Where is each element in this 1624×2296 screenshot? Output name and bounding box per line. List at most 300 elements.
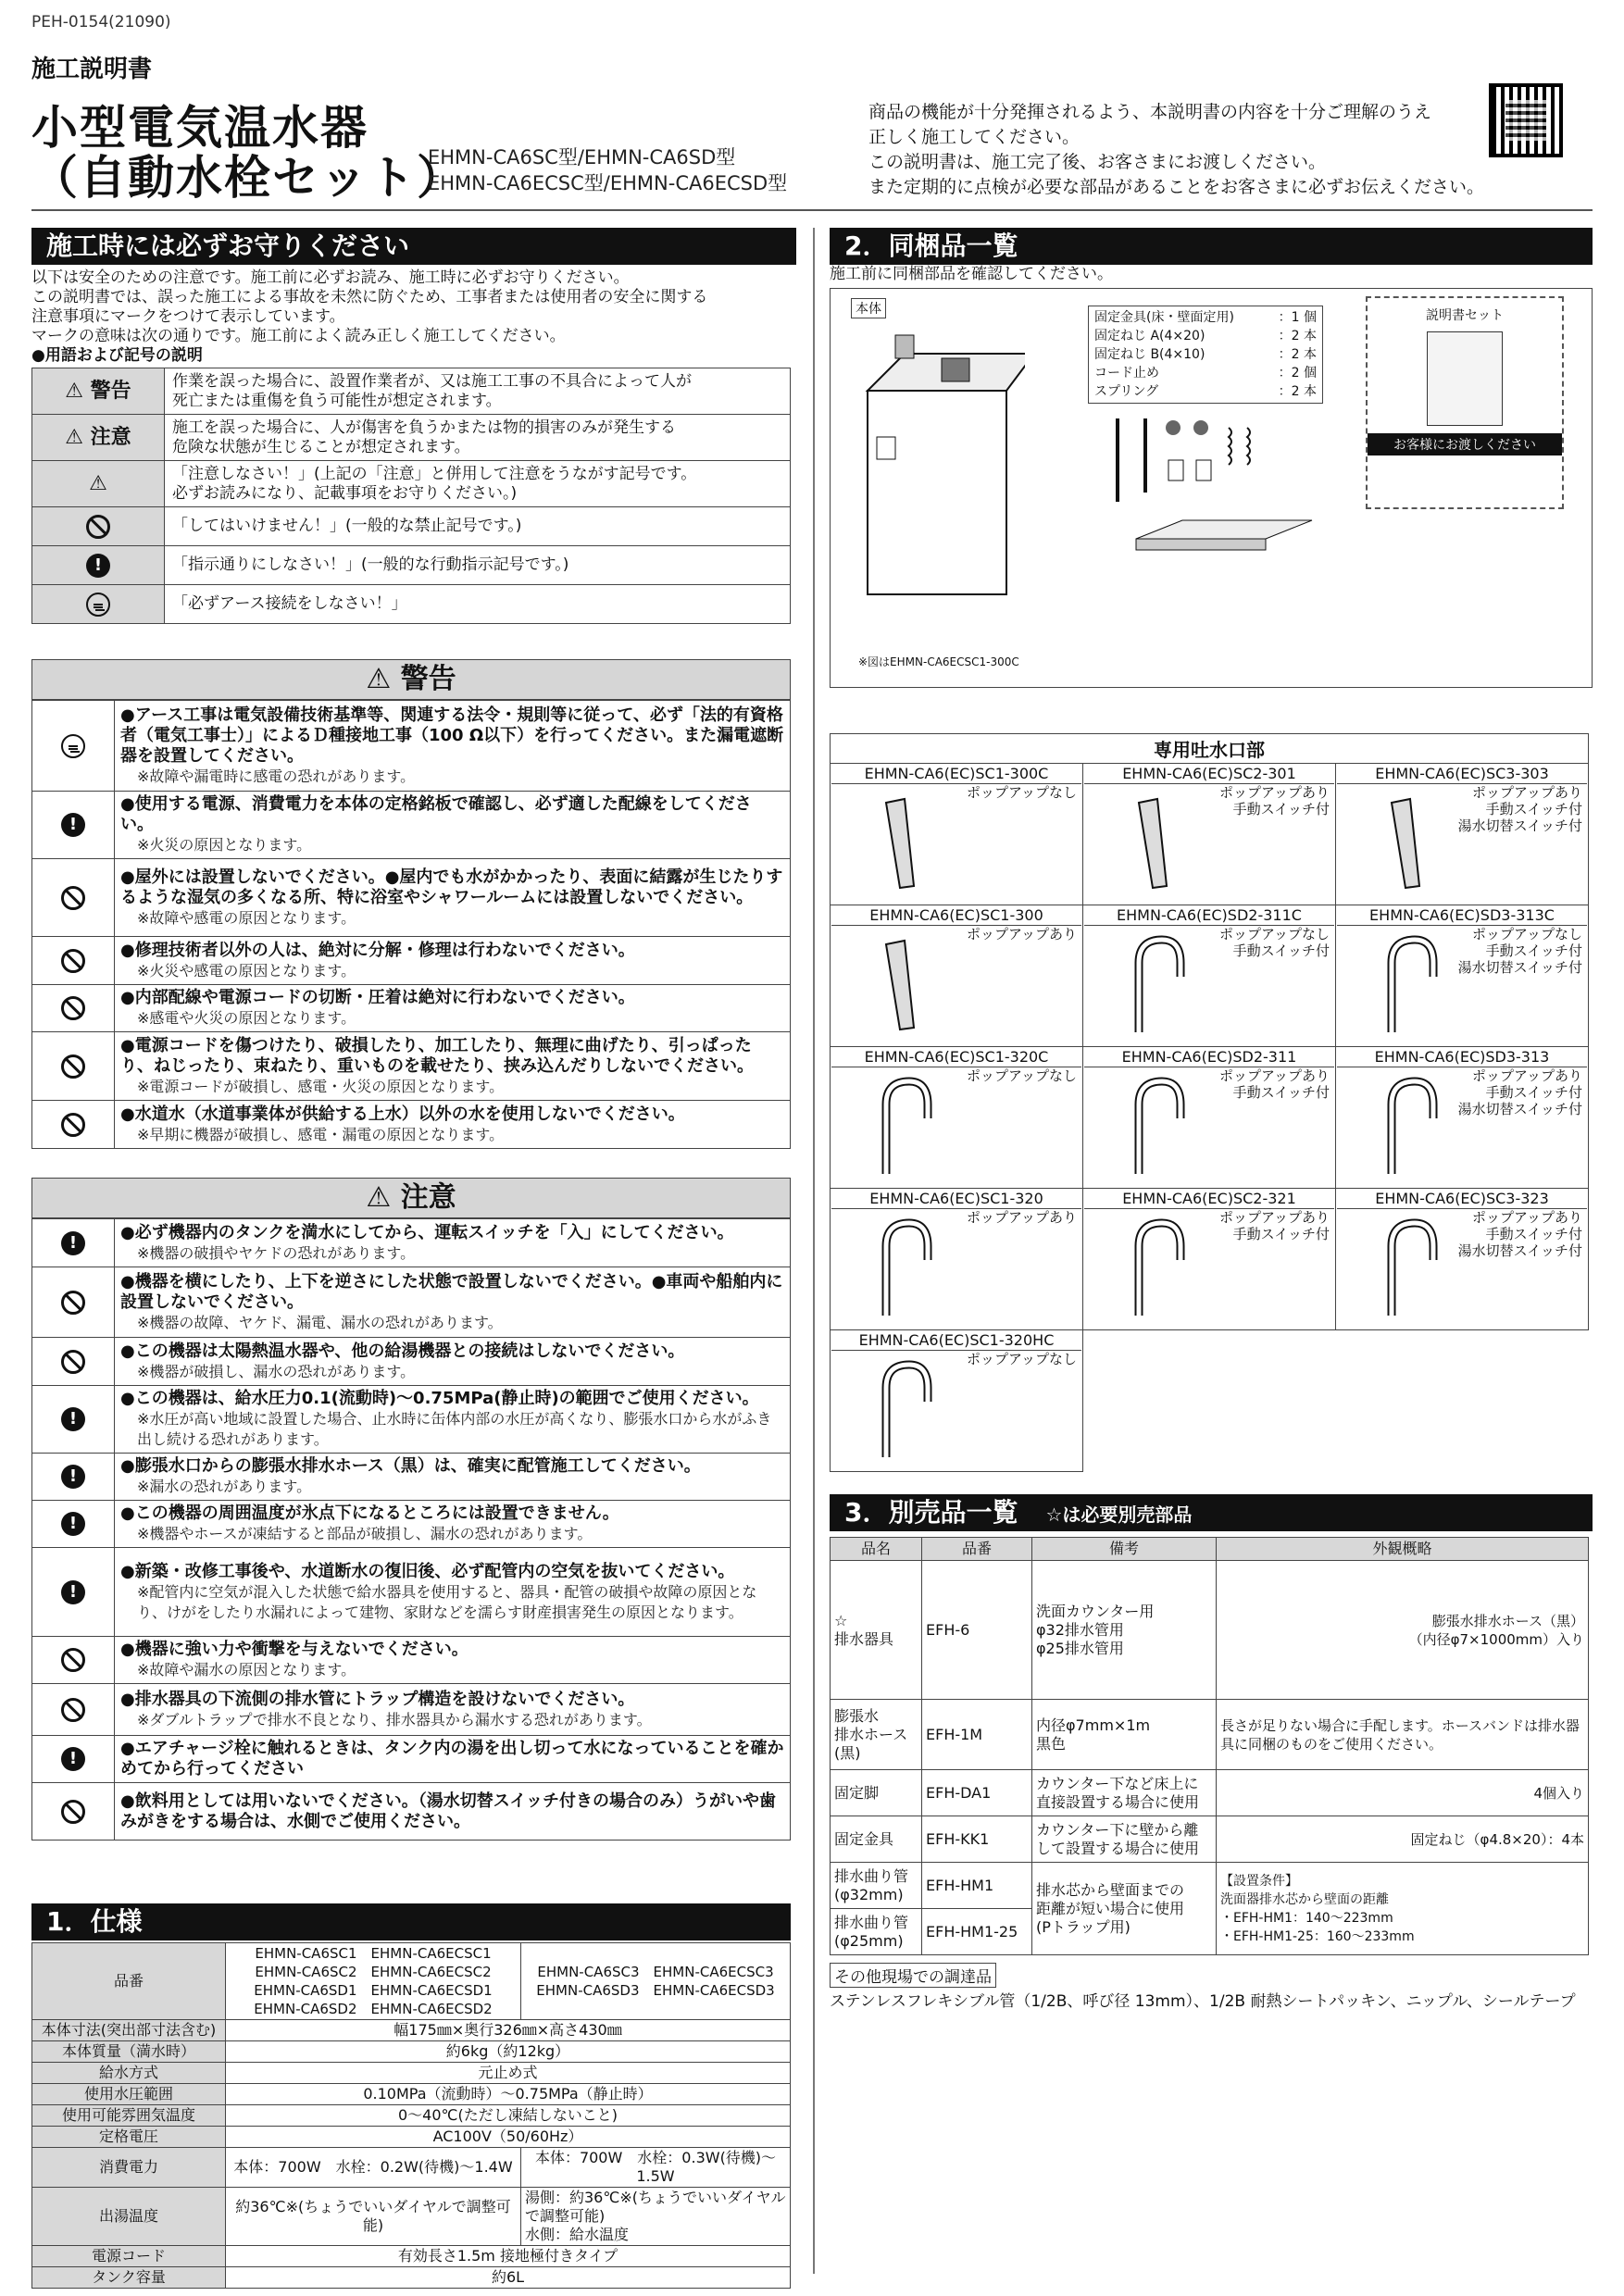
notice-text <box>115 1386 791 1454</box>
column-header: 備考 <box>1032 1538 1217 1561</box>
faucet-model: EHMN-CA6(EC)SC3-323 <box>1337 1190 1587 1209</box>
model-line: EHMN-CA6SC型/EHMN-CA6SD型 <box>428 146 736 168</box>
option-code: EFH-DA1 <box>922 1770 1032 1816</box>
text-line: 湯側：約36℃※(ちょうでいいダイヤルで調整可能) <box>525 2189 786 2225</box>
option-name: 固定金具 <box>831 1816 922 1863</box>
spec-key: 消費電力 <box>32 2148 226 2188</box>
option-figure: 固定ねじ（φ4.8×20）：4本 <box>1217 1816 1589 1863</box>
notice-text <box>115 792 791 859</box>
text-line: 危険な状態が生じることが想定されます。 <box>172 437 470 456</box>
notice-text <box>115 1101 791 1149</box>
spec-value: AC100V（50/60Hz） <box>226 2127 791 2148</box>
notice-note: ※配管内に空気が混入した状態で給水器具を使用すると、器具・配管の破損や故障の原因となり、けがをしたり水漏れによって建物、家財などを濡らす財産損害発生の原因となります。 <box>137 1582 757 1621</box>
notice-icon-cell <box>32 1386 115 1454</box>
text-line: 施工を誤った場合に、人が傷害を負うかまたは物的損害のみが発生する <box>172 418 676 437</box>
faucet-feature: 湯水切替スイッチ付 <box>1457 959 1582 976</box>
notice-row <box>32 701 791 792</box>
notice-main: ●内部配線や電源コードの切断・圧着は絶対に行わないでください。 <box>120 988 635 1007</box>
faucet-desc <box>1458 926 1582 976</box>
faucet-feature: 湯水切替スイッチ付 <box>1457 1242 1582 1259</box>
option-figure: 4個入り <box>1217 1770 1589 1816</box>
option-code: EFH-HM1 <box>922 1863 1032 1909</box>
text-line: この説明書では、誤った施工による事故を未然に防ぐため、工事者または使用者の安全に関する <box>31 288 708 306</box>
other-text: ステンレスフレキシブル管（1/2B、呼び径 13mm）、1/2B 耐熱シートパッキン、ニップル、シールテープ <box>830 1992 1576 2011</box>
faucet-desc <box>1458 784 1582 834</box>
notice-row <box>32 1684 791 1736</box>
spec-table <box>31 1942 791 2289</box>
faucet-icon <box>1373 793 1447 895</box>
manual-pack-icon <box>1427 331 1503 426</box>
spec-row <box>32 2041 791 2063</box>
notice-row <box>32 1338 791 1386</box>
notice-main: ●この機器の周囲温度が氷点下になるところには設置できません。 <box>120 1504 619 1523</box>
figure-note: ※図はEHMN-CA6ECSC1-300C <box>858 655 1019 668</box>
notice-main: ●エアチャージ栓に触れるときは、タンク内の湯を出し切って水になっていることを確かめてから行ってください <box>120 1739 784 1778</box>
faucet-row <box>831 1189 1589 1330</box>
notice-main: ●機器に強い力や衝撃を与えないでください。 <box>120 1640 468 1659</box>
spec-rows <box>32 2020 791 2148</box>
faucet-desc <box>1219 1209 1330 1242</box>
accessories-icon <box>1099 409 1330 594</box>
option-note: カウンター下に壁から離 して設置する場合に使用 <box>1032 1816 1217 1863</box>
option-name: 膨張水 排水ホース (黒) <box>831 1700 922 1770</box>
attention-icon: ⚠ <box>32 461 165 507</box>
faucet-icon <box>1373 935 1447 1037</box>
section-note: ☆は必要別売部品 <box>1045 1504 1193 1526</box>
notice-main: ●必ず機器内のタンクを満水にしてから、運転スイッチを「入」にしてください。 <box>120 1222 734 1242</box>
prohibit-icon <box>61 996 85 1020</box>
notice-icon-cell <box>32 1736 115 1783</box>
notice-main: ●水道水（水道事業体が供給する上水）以外の水を使用しないでください。 <box>120 1104 685 1124</box>
notice-row <box>32 937 791 985</box>
option-note: 内径φ7mm×1m 黒色 <box>1032 1700 1217 1770</box>
options-section <box>830 1494 1593 2011</box>
section-subtitle: 施工前に同梱部品を確認してください。 <box>830 265 1113 283</box>
notice-main: ●修理技術者以外の人は、絶対に分解・修理は行わないでください。 <box>120 940 635 960</box>
spec-key: 本体寸法(突出部寸法含む) <box>32 2020 226 2041</box>
manual-label: 説明書セット <box>1426 308 1504 323</box>
faucet-model: EHMN-CA6(EC)SC2-301 <box>1084 765 1334 784</box>
part-name: スプリング <box>1094 384 1159 399</box>
spec-key: タンク容量 <box>32 2267 226 2289</box>
faucet-desc <box>1219 784 1330 817</box>
prohibit-icon <box>61 1291 85 1315</box>
warning-heading: ⚠ 警告 <box>31 659 791 700</box>
notice-text <box>115 859 791 937</box>
faucet-row <box>831 1330 1589 1472</box>
notice-main: ●排水器具の下流側の排水管にトラップ構造を設けないでください。 <box>120 1689 635 1709</box>
faucet-feature: ポップアップあり <box>1472 784 1582 801</box>
prohibit-cell <box>32 507 165 546</box>
notice-icon-cell <box>32 1454 115 1501</box>
bundle-figure <box>830 288 1593 688</box>
notice-main: ●この機器は太陽熱温水器や、他の給湯機器との接続はしないでください。 <box>120 1341 685 1361</box>
notice-row <box>32 1101 791 1149</box>
faucet-feature: 手動スイッチ付 <box>1485 1084 1582 1101</box>
faucet-cell <box>1082 764 1335 905</box>
faucet-desc <box>1219 1067 1330 1101</box>
faucet-cell <box>1082 1047 1335 1189</box>
legend-text: 「してはいけません！」(一般的な禁止記号です。) <box>165 507 791 546</box>
notice-row <box>32 985 791 1032</box>
faucet-desc <box>967 1067 1077 1084</box>
notice-note: ※機器やホースが凍結すると部品が破損し、漏水の恐れがあります。 <box>137 1525 593 1542</box>
body-label: 本体 <box>851 298 886 318</box>
options-row <box>831 1816 1589 1863</box>
part-name: 固定ねじ A(4×20) <box>1094 329 1206 343</box>
spec-value: 有効長さ1.5m 接地極付きタイプ <box>226 2246 791 2267</box>
section-title: 施工時には必ずお守りください <box>31 228 796 265</box>
spec-key: 使用可能雰囲気温度 <box>32 2105 226 2127</box>
manual-set-box <box>1366 296 1564 509</box>
part-qty: ：2 個 <box>1278 366 1317 381</box>
faucet-cell <box>1335 764 1588 905</box>
faucet-model: EHMN-CA6(EC)SC1-300 <box>831 906 1081 926</box>
legend-text <box>165 368 791 415</box>
section-title <box>830 1494 1593 1531</box>
text-line: マークの意味は次の通りです。施工前によく読み正しく施工してください。 <box>31 327 566 345</box>
legend-title: ●用語および記号の説明 <box>31 346 203 365</box>
notice-row <box>32 859 791 937</box>
spec-key: 出湯温度 <box>32 2188 226 2246</box>
notice-row <box>32 792 791 859</box>
prohibit-icon <box>61 949 85 973</box>
faucet-feature: ポップアップあり <box>967 926 1077 942</box>
faucet-icon <box>1373 1077 1447 1179</box>
faucet-desc <box>967 784 1077 801</box>
faucet-section <box>830 733 1593 1472</box>
faucet-feature: 手動スイッチ付 <box>1485 801 1582 817</box>
faucet-model: EHMN-CA6(EC)SC1-320C <box>831 1048 1081 1067</box>
notice-icon-cell <box>32 1219 115 1267</box>
faucet-desc <box>1458 1067 1582 1117</box>
text-line: 必ずお読みになり、記載事項をお守りください。) <box>172 483 518 503</box>
earth-icon <box>61 734 85 758</box>
faucet-icon <box>1120 935 1194 1037</box>
notice-text <box>115 1736 791 1783</box>
spec-row <box>32 2063 791 2084</box>
faucet-cell <box>831 1189 1083 1330</box>
faucet-row <box>831 905 1589 1047</box>
notice-note: ※故障や漏水の原因となります。 <box>137 1661 356 1678</box>
faucet-row <box>831 1047 1589 1189</box>
part-item <box>1094 364 1317 382</box>
part-qty: ：2 本 <box>1278 329 1317 343</box>
faucet-model: EHMN-CA6(EC)SD2-311 <box>1084 1048 1334 1067</box>
part-name: コード止め <box>1094 366 1159 381</box>
notice-row <box>32 1501 791 1548</box>
notice-text <box>115 1501 791 1548</box>
faucet-cell <box>831 905 1083 1047</box>
spec-value: 約6kg（約12kg） <box>226 2041 791 2063</box>
notice-text <box>115 1548 791 1637</box>
part-item <box>1094 327 1317 345</box>
notice-note: ※感電や火災の原因となります。 <box>137 1009 356 1027</box>
option-note: カウンター下など床上に 直接設置する場合に使用 <box>1032 1770 1217 1816</box>
faucet-feature: 手動スイッチ付 <box>1485 1226 1582 1242</box>
notice-note: ※ダブルトラップで排水不良となり、排水器具から漏水する恐れがあります。 <box>137 1710 652 1728</box>
faucet-model: EHMN-CA6(EC)SC1-300C <box>831 765 1081 784</box>
prohibit-icon <box>61 1648 85 1672</box>
instruction-icon: ! <box>61 1231 85 1255</box>
notice-icon-cell <box>32 1032 115 1101</box>
spec-row <box>32 2020 791 2041</box>
legend-text: 「必ずアース接続をしなさい！」 <box>165 585 791 624</box>
faucet-icon <box>1120 1218 1194 1320</box>
part-name: 固定金具(床・壁面定用) <box>1094 310 1234 325</box>
notice-row <box>32 1548 791 1637</box>
spec-value: 約36℃※(ちょうでいいダイヤルで調整可能) <box>226 2188 521 2246</box>
option-code: EFH-HM1-25 <box>922 1909 1032 1955</box>
parts-list <box>1088 306 1323 404</box>
notice-icon-cell <box>32 792 115 859</box>
section-title: 1．仕様 <box>31 1903 791 1940</box>
earth-cell <box>32 585 165 624</box>
part-qty: ：1 個 <box>1278 310 1317 325</box>
text-line: 作業を誤った場合に、設置作業者が、又は施工工事の不具合によって人が <box>172 371 692 391</box>
faucet-feature: 手動スイッチ付 <box>1232 801 1330 817</box>
faucet-cell <box>831 1330 1083 1472</box>
notice-row <box>32 1637 791 1684</box>
option-name: 排水曲り管 (φ25mm) <box>831 1909 922 1955</box>
page-subtitle: （自動水栓セット） <box>31 151 465 205</box>
faucet-icon <box>1373 1218 1447 1320</box>
faucet-feature: ポップアップあり <box>1472 1067 1582 1084</box>
notice-row <box>32 1267 791 1338</box>
notice-note: ※機器の破損やヤケドの恐れがあります。 <box>137 1243 416 1262</box>
faucet-row <box>831 764 1589 905</box>
spec-section <box>31 1903 791 2289</box>
faucet-feature: 湯水切替スイッチ付 <box>1457 1101 1582 1117</box>
spec-key: 品番 <box>32 1943 226 2020</box>
prohibit-icon <box>61 1350 85 1374</box>
intro-line: 正しく施工してください。 <box>868 127 1081 147</box>
notice-icon-cell <box>32 1684 115 1736</box>
notice-text <box>115 1267 791 1338</box>
other-title: その他現場での調達品 <box>830 1963 996 1988</box>
notice-icon-cell <box>32 1101 115 1149</box>
notice-row <box>32 1219 791 1267</box>
notice-text <box>115 1783 791 1841</box>
faucet-feature: ポップアップなし <box>967 784 1077 801</box>
faucet-feature: ポップアップなし <box>967 1067 1077 1084</box>
document-code: PEH-0154(21090) <box>31 13 171 31</box>
faucet-feature: ポップアップなし <box>1219 926 1330 942</box>
page-title: 小型電気温水器 <box>31 101 369 155</box>
instruction-icon: ! <box>61 1465 85 1489</box>
instruction-cell <box>32 546 165 585</box>
faucet-icon <box>868 1360 942 1462</box>
option-figure: 膨張水排水ホース（黒） （内径φ7×1000mm）入り <box>1217 1561 1589 1700</box>
warning-label: ⚠ 警告 <box>32 368 165 415</box>
option-figure: 【設置条件】 洗面器排水芯から壁面の距離 ・EFH-HM1：140～223mm ・EFH-HM1-25：160～233mm <box>1217 1863 1589 1955</box>
spec-key: 給水方式 <box>32 2063 226 2084</box>
caution-label: ⚠ 注意 <box>32 415 165 461</box>
earth-icon <box>86 593 110 617</box>
qr-code-icon <box>1489 83 1563 157</box>
faucet-feature: 手動スイッチ付 <box>1232 942 1330 959</box>
section-title-text: 3．別売品一覧 <box>844 1497 1018 1528</box>
document-kind: 施工説明書 <box>31 56 153 83</box>
warning-table <box>31 700 791 1149</box>
faucet-cell <box>1335 1189 1588 1330</box>
notice-row <box>32 1783 791 1841</box>
faucet-icon <box>1120 793 1194 895</box>
faucet-model: EHMN-CA6(EC)SD2-311C <box>1084 906 1334 926</box>
text-line: 水側：給水温度 <box>525 2226 630 2243</box>
faucet-icon <box>868 1218 942 1320</box>
spec-value: 0～40℃(ただし凍結しないこと) <box>226 2105 791 2127</box>
options-header-row <box>831 1538 1589 1561</box>
intro-text <box>868 100 1484 200</box>
notice-icon-cell <box>32 937 115 985</box>
prohibit-icon <box>61 1800 85 1824</box>
notice-note: ※早期に機器が破損し、感電・漏電の原因となります。 <box>137 1125 505 1143</box>
spec-row <box>32 2127 791 2148</box>
spec-row <box>32 2084 791 2105</box>
faucet-desc <box>1458 1209 1582 1259</box>
section-title: 2．同梱品一覧 <box>830 228 1593 265</box>
notice-note: ※故障や感電の原因となります。 <box>137 908 356 927</box>
notice-icon-cell <box>32 701 115 792</box>
notice-text <box>115 701 791 792</box>
notice-main: ●屋外には設置しないでください。●屋内でも水がかかったり、表面に結露が生じたりするような湿気の多くなる所、特に浴室やシャワールームには設置しないでください。 <box>120 867 783 907</box>
prohibit-icon <box>61 1698 85 1722</box>
spec-value: 幅175㎜×奥行326㎜×高さ430㎜ <box>226 2020 791 2041</box>
spec-value: 元止め式 <box>226 2063 791 2084</box>
spec-key: 使用水圧範囲 <box>32 2084 226 2105</box>
notice-note: ※機器が破損し、漏水の恐れがあります。 <box>137 1362 416 1380</box>
prohibit-icon <box>61 1113 85 1137</box>
column-header: 品番 <box>922 1538 1032 1561</box>
prohibit-icon <box>86 515 110 539</box>
notice-note: ※水圧が高い地域に設置した場合、止水時に缶体内部の水圧が高くなり、膨張水口から水がふき出し続ける恐れがあります。 <box>137 1410 772 1448</box>
notice-icon-cell <box>32 1637 115 1684</box>
instruction-icon: ! <box>61 1580 85 1604</box>
instruction-icon: ! <box>61 1512 85 1536</box>
part-qty: ：2 本 <box>1278 384 1317 399</box>
model-line: EHMN-CA6ECSC型/EHMN-CA6ECSD型 <box>428 172 788 194</box>
notice-main: ●飲料用としては用いないでください。（湯水切替スイッチ付きの場合のみ）うがいや歯みがきをする場合は、水側でご使用ください。 <box>120 1791 776 1831</box>
notice-icon-cell <box>32 1501 115 1548</box>
faucet-feature: ポップアップあり <box>967 1209 1077 1226</box>
spec-key: 電源コード <box>32 2246 226 2267</box>
faucet-model: EHMN-CA6(EC)SC1-320 <box>831 1190 1081 1209</box>
option-name: ☆ 排水器具 <box>831 1561 922 1700</box>
notice-main: ●この機器は、給水圧力0.1(流動時)～0.75MPa(静止時)の範囲でご使用ください。 <box>120 1389 759 1408</box>
spec-value: 約6L <box>226 2267 791 2289</box>
spec-models: EHMN-CA6SC1 EHMN-CA6ECSC1 EHMN-CA6SC2 EHMN-CA6ECSC2 EHMN-CA6SD1 EHMN-CA6ECSD1 EHMN-CA6SD2 EHMN-CA6ECSD2 <box>226 1943 521 2020</box>
option-name: 固定脚 <box>831 1770 922 1816</box>
options-row <box>831 1700 1589 1770</box>
notice-text <box>115 1637 791 1684</box>
faucet-feature: ポップアップなし <box>967 1351 1077 1367</box>
faucet-feature: ポップアップなし <box>1472 926 1582 942</box>
notice-text <box>115 1454 791 1501</box>
part-item <box>1094 308 1317 327</box>
notice-icon-cell <box>32 1338 115 1386</box>
faucet-model: EHMN-CA6(EC)SC3-303 <box>1337 765 1587 784</box>
option-figure: 長さが足りない場合に手配します。ホースバンドは排水器具に同梱のものをご使用ください。 <box>1217 1700 1589 1770</box>
notice-row <box>32 1736 791 1783</box>
option-code: EFH-6 <box>922 1561 1032 1700</box>
faucet-title: 専用吐水口部 <box>831 734 1589 764</box>
faucet-cell <box>1082 905 1335 1047</box>
header-divider <box>31 209 1593 211</box>
faucet-desc <box>967 926 1077 942</box>
legend-text: 「指示通りにしなさい！」(一般的な行動指示記号です。) <box>165 546 791 585</box>
faucet-model: EHMN-CA6(EC)SC1-320HC <box>831 1331 1081 1351</box>
notice-text <box>115 1338 791 1386</box>
notice-note: ※火災の原因となります。 <box>137 836 312 854</box>
prohibit-icon <box>61 886 85 910</box>
manual-note: お客様にお渡しください <box>1368 433 1562 455</box>
text-line: 「注意しなさい！」(上記の「注意」と併用して注意をうながす記号です。 <box>172 464 697 483</box>
option-code: EFH-1M <box>922 1700 1032 1770</box>
prohibit-icon <box>61 1054 85 1079</box>
text-line: 以下は安全のための注意です。施工前に必ずお読み、施工時に必ずお守りください。 <box>31 268 630 287</box>
legend-text <box>165 461 791 507</box>
notice-row <box>32 1032 791 1101</box>
model-list <box>428 144 787 196</box>
faucet-cell <box>831 1047 1083 1189</box>
safety-intro <box>31 268 796 366</box>
notice-main: ●機器を横にしたり、上下を逆さにした状態で設置しないでください。●車両や船舶内に設置しないでください。 <box>120 1271 783 1312</box>
notice-icon-cell <box>32 1267 115 1338</box>
intro-line: この説明書は、施工完了後、お客さまにお渡しください。 <box>868 152 1327 172</box>
faucet-feature: 手動スイッチ付 <box>1485 942 1582 959</box>
notice-main: ●膨張水口からの膨張水排水ホース（黒）は、確実に配管施工してください。 <box>120 1456 701 1476</box>
option-code: EFH-KK1 <box>922 1816 1032 1863</box>
option-name: 排水曲り管 (φ32mm) <box>831 1863 922 1909</box>
faucet-desc <box>1219 926 1330 959</box>
instruction-icon: ! <box>86 554 110 578</box>
safety-section <box>31 228 796 624</box>
notice-main: ●使用する電源、消費電力を本体の定格銘板で確認し、必ず適した配線をしてください。 <box>120 794 752 834</box>
spec-value <box>521 2188 791 2246</box>
notice-text <box>115 1219 791 1267</box>
option-note: 排水芯から壁面までの 距離が短い場合に使用 (Pトラップ用) <box>1032 1863 1217 1955</box>
heater-body-icon <box>858 326 1025 613</box>
options-row <box>831 1561 1589 1700</box>
notice-icon-cell <box>32 859 115 937</box>
notice-note: ※漏水の恐れがあります。 <box>137 1478 312 1495</box>
faucet-cell <box>1335 905 1588 1047</box>
faucet-desc <box>967 1209 1077 1226</box>
caution-section <box>31 1178 791 1841</box>
column-header: 品名 <box>831 1538 922 1561</box>
notice-note: ※電源コードが破損し、感電・火災の原因となります。 <box>137 1077 505 1095</box>
intro-line: 商品の機能が十分発揮されるよう、本説明書の内容を十分ご理解のうえ <box>868 102 1432 122</box>
faucet-feature: ポップアップあり <box>1219 1209 1330 1226</box>
notice-row <box>32 1454 791 1501</box>
faucet-feature: 手動スイッチ付 <box>1232 1084 1330 1101</box>
intro-line: また定期的に点検が必要な部品があることをお客さまに必ずお伝えください。 <box>868 177 1485 197</box>
notice-text <box>115 1032 791 1101</box>
instruction-icon: ! <box>61 1407 85 1431</box>
notice-text <box>115 937 791 985</box>
notice-text <box>115 985 791 1032</box>
faucet-cell <box>1082 1189 1335 1330</box>
instruction-icon: ! <box>61 1747 85 1771</box>
part-item <box>1094 382 1317 401</box>
notice-note: ※機器の故障、ヤケド、漏電、漏水の恐れがあります。 <box>137 1313 503 1331</box>
spec-value: 本体：700W 水栓：0.3W(待機)～1.5W <box>521 2148 791 2188</box>
faucet-icon <box>1120 1077 1194 1179</box>
faucet-model: EHMN-CA6(EC)SD3-313C <box>1337 906 1587 926</box>
notice-icon-cell <box>32 1548 115 1637</box>
spec-key: 本体質量（満水時） <box>32 2041 226 2063</box>
